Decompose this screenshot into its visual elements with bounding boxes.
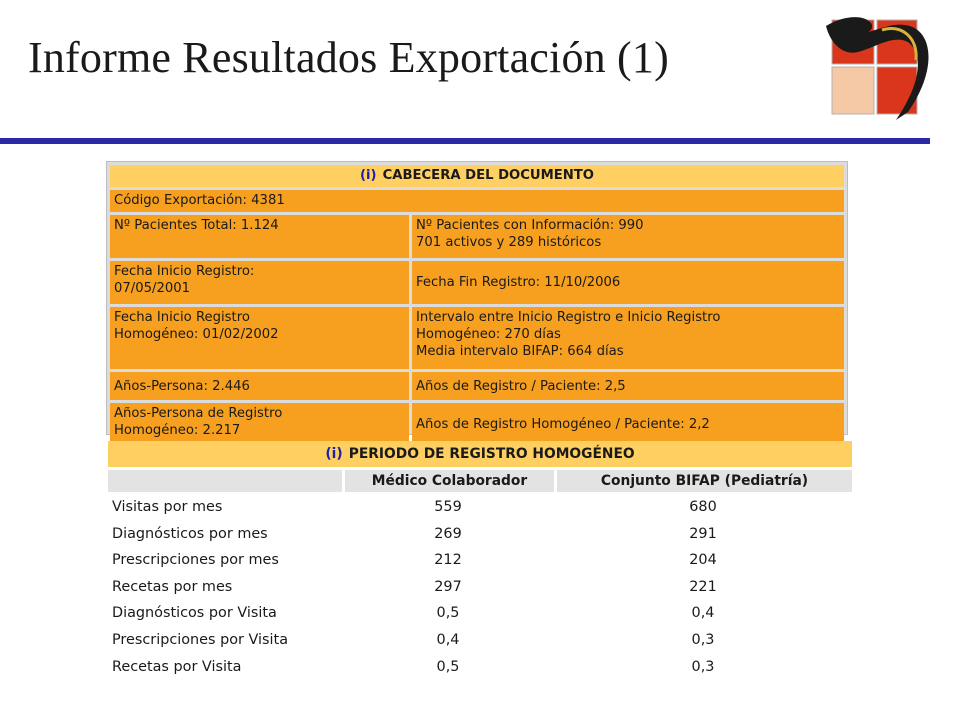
periodo-heading-label: PERIODO DE REGISTRO HOMOGÉNEO — [348, 446, 635, 462]
row-value-medico: 559 — [434, 499, 462, 515]
pacientes-informacion — [412, 215, 844, 258]
info-icon[interactable]: (i) — [325, 446, 343, 462]
cabecera-table — [106, 161, 848, 438]
table-row — [108, 654, 852, 681]
fecha-inicio-line1: Fecha Inicio Registro: — [114, 264, 255, 279]
table-row — [108, 600, 852, 627]
pacientes-total-label: Nº Pacientes Total: 1.124 — [114, 218, 279, 233]
pacientes-informacion-line2: 701 activos y 289 históricos — [416, 235, 602, 250]
slide-title: Informe Resultados Exportación (1) — [28, 33, 669, 82]
anos-persona-homogeneo — [110, 403, 409, 446]
row-value-medico: 0,5 — [436, 658, 460, 675]
row-label: Diagnósticos por mes — [112, 525, 268, 542]
row-label: Recetas por mes — [112, 578, 233, 595]
cabecera-heading-label: CABECERA DEL DOCUMENTO — [382, 168, 595, 183]
row-value-medico: 0,4 — [436, 631, 460, 648]
accent-rule — [0, 138, 930, 144]
fecha-fin-registro — [412, 261, 844, 304]
info-icon[interactable]: (i) — [359, 168, 377, 183]
row-value-bifap: 291 — [689, 525, 717, 542]
column-header-medico: Médico Colaborador — [345, 470, 554, 492]
cabecera-heading — [110, 165, 844, 187]
table-row — [108, 521, 852, 548]
fecha-inicio-registro — [110, 261, 409, 304]
row-label: Prescripciones por Visita — [112, 631, 289, 648]
codigo-exportacion: Código Exportación: 4381 — [110, 190, 844, 212]
anos-registro-homogeneo — [412, 403, 844, 446]
row-label: Recetas por Visita — [112, 658, 242, 675]
row-label: Diagnósticos por Visita — [112, 605, 277, 622]
row-value-bifap: 221 — [689, 578, 717, 595]
row-value-medico: 297 — [434, 578, 462, 595]
fecha-fin-label: Fecha Fin Registro: 11/10/2006 — [416, 275, 621, 290]
row-value-medico: 212 — [434, 552, 462, 569]
periodo-column-headers — [108, 470, 852, 492]
anos-registro-paciente — [412, 372, 844, 400]
inicio-homog-line2: Homogéneo: 01/02/2002 — [114, 327, 279, 342]
fecha-inicio-line2: 07/05/2001 — [114, 281, 191, 296]
table-row — [108, 574, 852, 601]
table-row — [108, 627, 852, 654]
table-row — [108, 494, 852, 521]
column-header-blank — [108, 470, 342, 492]
anos-persona — [110, 372, 409, 400]
anos-persona-homog-line2: Homogéneo: 2.217 — [114, 423, 241, 438]
bifap-logo-icon — [822, 12, 942, 124]
periodo-heading — [108, 441, 852, 467]
periodo-table — [108, 441, 852, 687]
pacientes-informacion-line1: Nº Pacientes con Información: 990 — [416, 218, 644, 233]
anos-registro-homog-label: Años de Registro Homogéneo / Paciente: 2,2 — [416, 417, 710, 432]
row-value-medico: 269 — [434, 525, 462, 542]
intervalo-line2: Homogéneo: 270 días — [416, 327, 561, 342]
anos-registro-label: Años de Registro / Paciente: 2,5 — [416, 378, 626, 394]
anos-persona-homog-line1: Años-Persona de Registro — [114, 406, 283, 421]
row-label: Prescripciones por mes — [112, 552, 279, 569]
anos-persona-label: Años-Persona: 2.446 — [114, 378, 250, 394]
intervalo-line3: Media intervalo BIFAP: 664 días — [416, 344, 624, 359]
row-value-bifap: 204 — [689, 552, 717, 569]
pacientes-total — [110, 215, 409, 258]
row-value-bifap: 680 — [689, 499, 717, 515]
table-row — [108, 547, 852, 574]
intervalo-line1: Intervalo entre Inicio Registro e Inicio Registro — [416, 310, 721, 325]
row-value-bifap: 0,3 — [691, 658, 715, 675]
row-label: Visitas por mes — [112, 499, 223, 515]
row-value-bifap: 0,4 — [691, 605, 715, 622]
fecha-inicio-homogeneo — [110, 307, 409, 369]
column-header-bifap: Conjunto BIFAP (Pediatría) — [557, 470, 852, 492]
row-value-bifap: 0,3 — [691, 631, 715, 648]
intervalo-registro — [412, 307, 844, 369]
periodo-rows — [108, 494, 852, 680]
row-value-medico: 0,5 — [436, 605, 460, 622]
inicio-homog-line1: Fecha Inicio Registro — [114, 310, 250, 325]
